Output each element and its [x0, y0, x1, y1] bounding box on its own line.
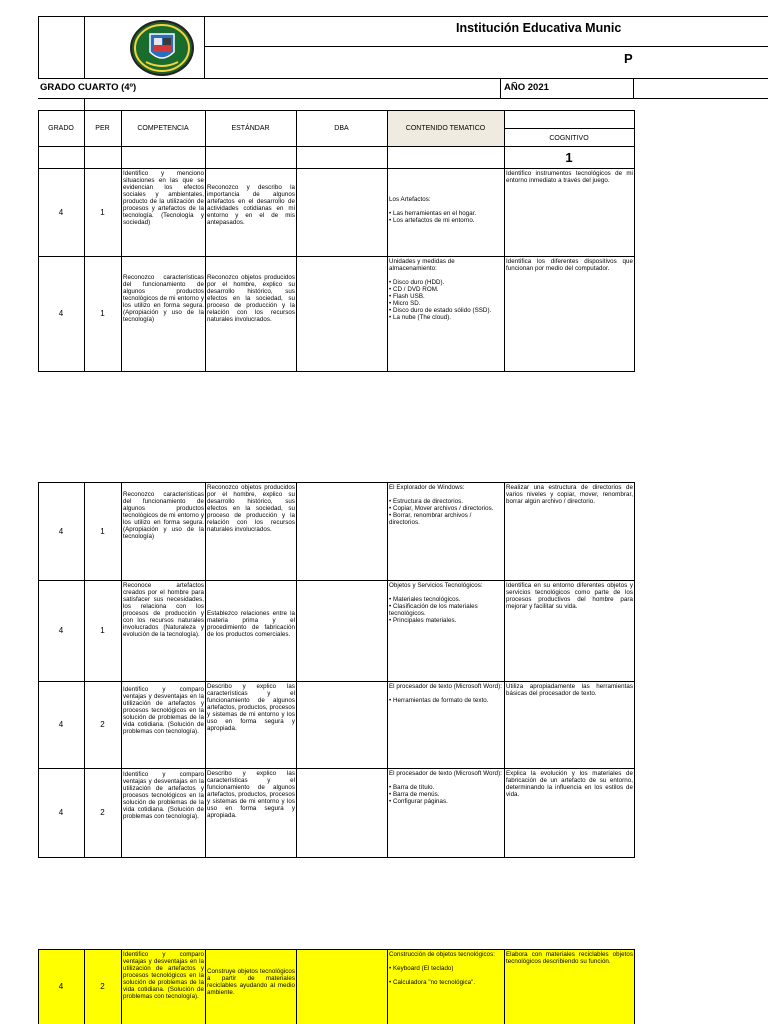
row-6-cognitivo: Explica la evolución y los materiales de fabricación de un artefacto de su entorno, determinando la influencia en los estilos de vida. [506, 770, 633, 798]
row-3-estandar: Reconozco objetos producidos por el hombre, explico su desarrollo histórico, sus efectos en la sociedad, su proceso de producción y la relación con los recursos naturales involucrados. [207, 484, 295, 533]
row-4-competencia: Reconoce artefactos creados por el hombre para satisfacer sus necesidades, los relaciona con los procesos de producción y con los recursos naturales involucrados (Naturaleza y evolución de la tecnología). [123, 582, 204, 638]
row-6-per: 2 [100, 808, 105, 817]
row-4-contenido: Objetos y Servicios Tecnológicos: • Materiales tecnológicos. • Clasificación de los materiales tecnológicos. • Principales materiales. [389, 582, 483, 624]
row-5-contenido: El procesador de texto (Microsoft Word): • Herramientas de formato de texto. [389, 683, 502, 704]
row-2-contenido: Unidades y medidas de almacenamiento: • Disco duro (HDD). • CD / DVD ROM. • Flash USB. • Micro SD. • Disco duro de estado sólido (SSD). • La nube (The cloud). [389, 258, 492, 321]
col-header-grado: GRADO [48, 124, 74, 132]
col-header-dba: DBA [334, 124, 349, 132]
row-3-cognitivo: Realizar una estructura de directorios de varios niveles y copiar, mover, renombrar, borrar algún archivo / directorio. [506, 484, 633, 505]
row-1-grado: 4 [58, 207, 64, 217]
row-7-cognitivo: Elabora con materiales reciclables objetos tecnológicos describiendo su función. [506, 951, 633, 965]
row-1-estandar: Reconozco y describo la importancia de algunos artefactos en el desarrollo de actividades cotidianas en mi entorno y en el de mis antepasados. [207, 184, 295, 226]
row-3-grado: 4 [58, 526, 64, 536]
row-1-cognitivo: Identifico instrumentos tecnológicos de mi entorno inmediato a través del juego. [506, 170, 633, 184]
row-2-estandar: Reconozco objetos producidos por el hombre, explico su desarrollo histórico, sus efectos en la sociedad, su proceso de producción y la relación con los recursos naturales involucrados. [207, 274, 295, 323]
row-3-dba [298, 484, 386, 578]
row-4-per: 1 [100, 626, 105, 635]
row-7-dba [298, 951, 386, 1023]
row-5-dba [298, 683, 386, 766]
row-3-contenido: El Explorador de Windows: • Estructura de directorios. • Copiar, Mover archivos / directorios. • Borrar, renombrar archivos / directorios. [389, 484, 494, 526]
row-1-contenido: Los Artefactos: • Las herramientas en el hogar. • Los artefactos de mi entorno. [389, 196, 477, 224]
row-4-grado: 4 [58, 626, 64, 635]
row-3-per: 1 [100, 526, 105, 536]
row-5-grado: 4 [58, 720, 64, 729]
row-6-contenido: El procesador de texto (Microsoft Word): • Barra de título. • Barra de menús. • Configurar páginas. [389, 770, 502, 805]
col-header-per: PER [95, 124, 110, 132]
grado-label: GRADO CUARTO (4º) [40, 82, 137, 93]
school-crest-logo [130, 20, 194, 76]
col-header-competencia: COMPETENCIA [137, 124, 189, 132]
row-7-per: 2 [100, 982, 105, 991]
row-5-per: 2 [100, 720, 105, 729]
row-4-dba [298, 582, 386, 678]
row-5-competencia: Identifico y comparo ventajas y desventajas en la utilización de artefactos y procesos tecnológicos en la solución de problemas de la vida cotidiana. (Solución de problemas con tecnología). [123, 686, 204, 735]
row-6-grado: 4 [58, 808, 64, 817]
anio-label: AÑO 2021 [504, 82, 549, 93]
row-5-estandar: Describo y explico las características y el funcionamiento de algunos artefactos, productos, procesos y sistemas de mi entorno y los uso en forma segura y apropiada. [207, 683, 295, 732]
subtitle-fragment: P [624, 51, 633, 66]
row-5-cognitivo: Utiliza apropiadamente las herramientas básicas del procesador de texto. [506, 683, 633, 697]
row-7-competencia: Identifico y comparo ventajas y desventajas en la utilización de artefactos y procesos tecnológicos en la solución de problemas de la vida cotidiana. (Solución de problemas con tecnología). [123, 951, 204, 1000]
row-1-dba [298, 170, 386, 254]
cognitivo-number: 1 [565, 149, 573, 165]
row-6-estandar: Describo y explico las características y el funcionamiento de algunos artefactos, productos, procesos y sistemas de mi entorno y los uso en forma segura y apropiada. [207, 770, 295, 819]
row-7-grado: 4 [58, 982, 64, 991]
crest-icon [132, 22, 192, 74]
col-header-cognitivo: COGNITIVO [549, 134, 589, 142]
row-4-estandar: Establezco relaciones entre la materia prima y el procedimiento de fabricación de los productos comerciales. [207, 610, 295, 638]
row-1-competencia: Identifico y menciono situaciones en las que se evidencian los efectos sociales y ambientales, producto de la utilización de procesos y artefactos de la tecnología. (Tecnología y sociedad) [123, 170, 204, 226]
row-2-grado: 4 [58, 309, 64, 318]
row-2-dba [298, 258, 386, 368]
row-1-per: 1 [100, 207, 105, 217]
row-6-dba [298, 770, 386, 855]
row-7-contenido: Construcción de objetos tecnológicos: • Keyboard (El teclado) • Calculadora "no tecnológica". [389, 951, 496, 986]
row-3-competencia: Reconozco características del funcionamiento de algunos productos tecnológicos de mi entorno y los utilizo en forma segura. (Apropiación y uso de la tecnología) [123, 491, 204, 540]
institution-title: Institución Educativa Munic [456, 21, 622, 35]
row-2-cognitivo: Identifica los diferentes dispositivos que funcionan por medio del computador. [506, 258, 633, 272]
row-6-competencia: Identifico y comparo ventajas y desventajas en la utilización de artefactos y procesos tecnológicos en la solución de problemas de la vida cotidiana. (Solución de problemas con tecnología). [123, 771, 204, 820]
row-2-competencia: Reconozco características del funcionamiento de algunos productos tecnológicos de mi entorno y los utilizo en forma segura. (Apropiación y uso de la tecnología) [123, 274, 204, 323]
col-header-estandar: ESTÁNDAR [231, 124, 270, 132]
row-2-per: 1 [100, 309, 105, 318]
row-7-estandar: Construye objetos tecnológicos a partir de materiales reciclables ayudando al medio ambiente. [207, 968, 295, 996]
col-header-contenido: CONTENIDO TEMATICO [405, 124, 486, 132]
row-4-cognitivo: Identifica en su entorno diferentes objetos y servicios tecnológicos como parte de los procesos productivos del hombre para mejorar y facilitar su vida. [506, 582, 633, 610]
